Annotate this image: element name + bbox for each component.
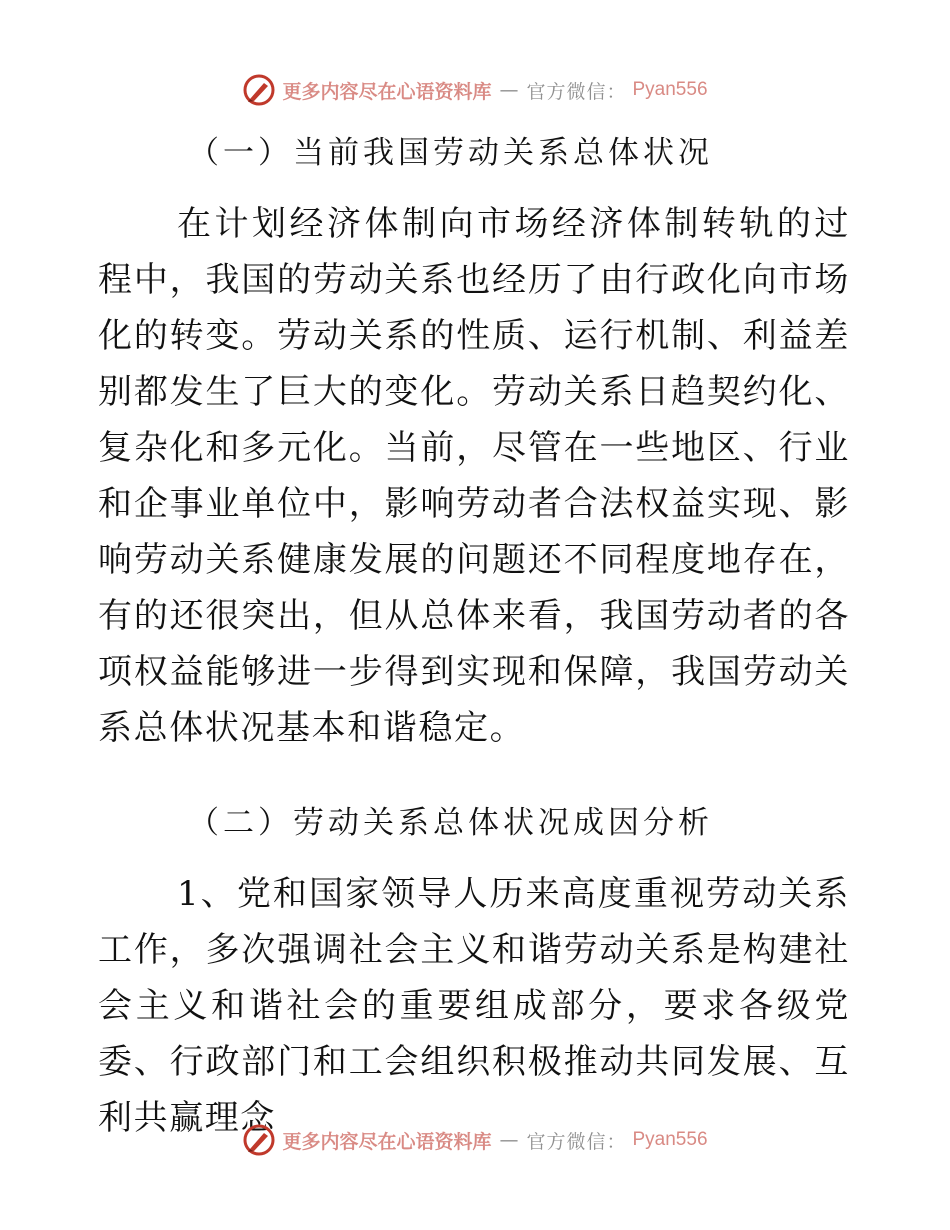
watermark-header	[0, 70, 950, 110]
watermark-footer	[0, 1120, 950, 1160]
pen-logo-icon	[242, 73, 276, 107]
pen-logo-icon	[242, 1123, 276, 1157]
paragraph-2: 1、党和国家领导人历来高度重视劳动关系工作，多次强调社会主义和谐劳动关系是构建社会主义和谐社会的重要组成部分，要求各级党委、行政部门和工会组织积极推动共同发展、互利共赢理念	[98, 874, 850, 1138]
watermark-official-label: 官方微信：	[526, 80, 627, 103]
paragraph-1: 在计划经济体制向市场经济体制转轨的过程中，我国的劳动关系也经历了由行政化向市场化的转变。劳动关系的性质、运行机制、利益差别都发生了巨大的变化。劳动关系日趋契约化、复杂化和多元化。当前，尽管在一些地区、行业和企事业单位中，影响劳动者合法权益实现、影响劳动关系健康发展的问题还不同程度地存在，有的还很突出，但从总体来看，我国劳动者的各项权益能够进一步得到实现和保障，我国劳动关系总体状况基本和谐稳定。	[98, 204, 850, 748]
watermark-brand: 更多内容尽在心语资料库	[282, 1130, 492, 1153]
watermark-separator: —	[499, 1129, 519, 1151]
watermark-separator: —	[499, 79, 519, 101]
watermark-official-id: Pyan556	[632, 1129, 708, 1150]
watermark-brand: 更多内容尽在心语资料库	[282, 80, 492, 103]
section-heading-1: （一）当前我国劳动关系总体状况	[188, 135, 713, 171]
watermark-official-label: 官方微信：	[526, 1130, 627, 1153]
section-heading-2: （二）劳动关系总体状况成因分析	[188, 805, 713, 841]
watermark-official-id: Pyan556	[632, 79, 708, 100]
